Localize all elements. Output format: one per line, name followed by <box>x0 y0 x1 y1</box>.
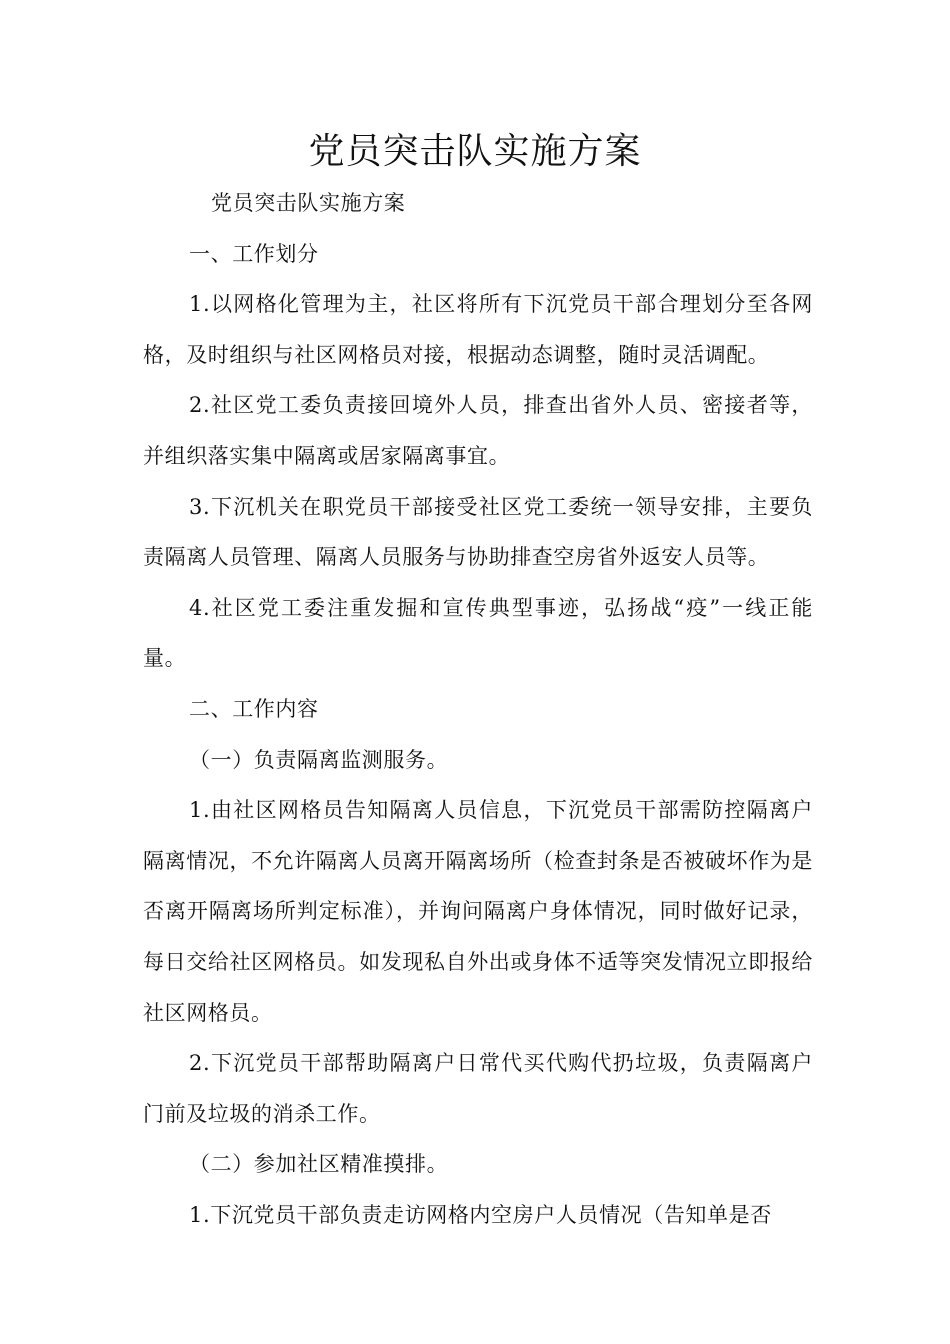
paragraph: 1.由社区网格员告知隔离人员信息，下沉党员干部需防控隔离户隔离情况，不允许隔离人员离开隔离场所（检查封条是否被破坏作为是否离开隔离场所判定标准），并询问隔离户身体情况，同时做好记录，每日交给社区网格员。如发现私自外出或身体不适等突发情况立即报给社区网格员。 <box>143 798 813 1025</box>
section-heading-work-division: 一、工作划分 <box>189 241 319 266</box>
paragraph: 1.以网格化管理为主，社区将所有下沉党员干部合理划分至各网格，及时组织与社区网格员对接，根据动态调整，随时灵活调配。 <box>143 292 813 367</box>
paragraph: 2.下沉党员干部帮助隔离户日常代买代购代扔垃圾，负责隔离户门前及垃圾的消杀工作。 <box>143 1051 813 1126</box>
paragraph: 4.社区党工委注重发掘和宣传典型事迹，弘扬战“疫”一线正能量。 <box>143 595 813 671</box>
subsection-heading-community-survey: （二）参加社区精准摸排。 <box>189 1152 449 1177</box>
paragraph: 2.社区党工委负责接回境外人员，排查出省外人员、密接者等，并组织落实集中隔离或居家隔离事宜。 <box>143 393 813 468</box>
section-heading-work-content: 二、工作内容 <box>189 696 319 721</box>
document-body <box>143 178 813 1240</box>
document-title: 党员突击队实施方案 <box>308 131 642 172</box>
document-subtitle: 党员突击队实施方案 <box>211 191 406 215</box>
paragraph: 1.下沉党员干部负责走访网格内空房户人员情况（告知单是否 <box>189 1202 772 1227</box>
paragraph: 3.下沉机关在职党员干部接受社区党工委统一领导安排，主要负责隔离人员管理、隔离人员服务与协助排查空房省外返安人员等。 <box>143 494 813 570</box>
subsection-heading-isolation-monitoring: （一）负责隔离监测服务。 <box>189 747 449 772</box>
